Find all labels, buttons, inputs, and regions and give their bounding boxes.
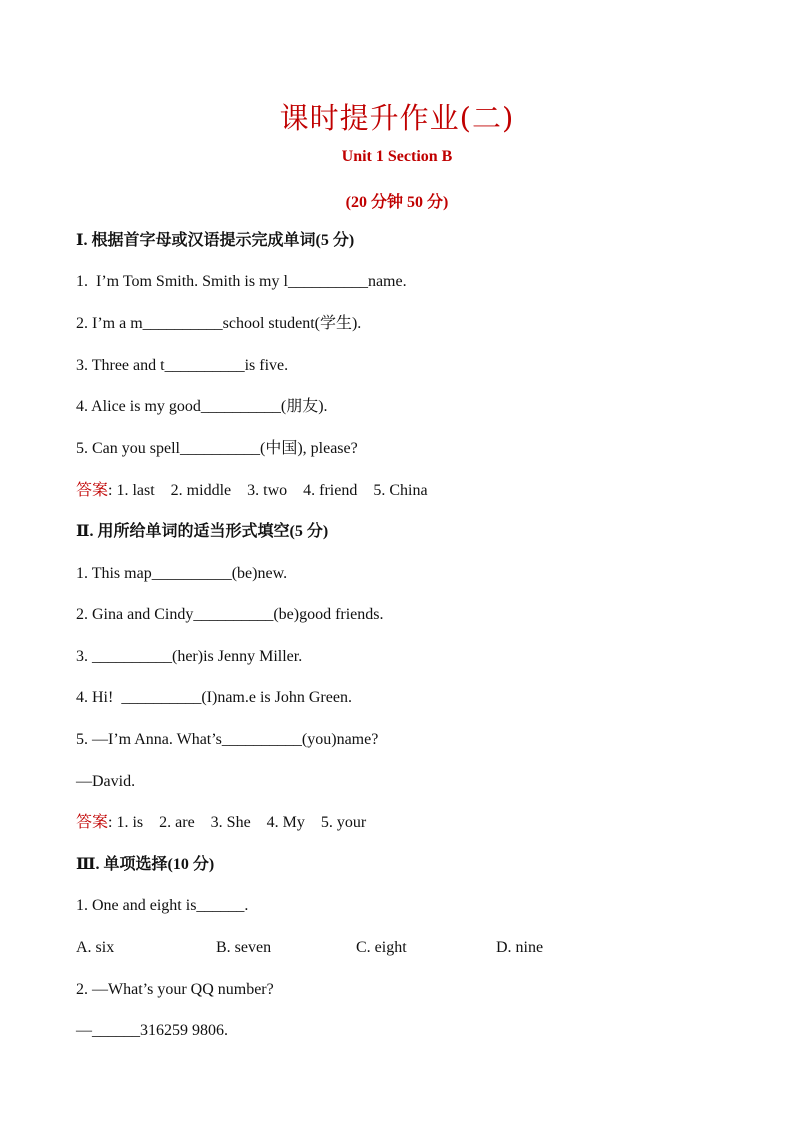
section3-question-1: 1. One and eight is______. xyxy=(76,897,249,914)
answer-label: 答案 xyxy=(76,482,109,499)
answer-text: : 1. last 2. middle 3. two 4. friend 5. China xyxy=(108,482,428,499)
option-c: C. eight xyxy=(356,939,407,956)
option-d: D. nine xyxy=(496,939,544,956)
section2-item-5-reply: —David. xyxy=(76,773,136,790)
option-a: A. six xyxy=(76,939,115,956)
unit-section-subtitle: Unit 1 Section B xyxy=(341,148,453,165)
section1-item-3: 3. Three and t__________is five. xyxy=(76,357,289,374)
section1-item-1: 1. I’m Tom Smith. Smith is my l__________name. xyxy=(76,273,407,290)
time-score-subtitle: (20 分钟 50 分) xyxy=(345,194,449,211)
section2-heading: Ⅱ. 用所给单词的适当形式填空(5 分) xyxy=(76,523,329,540)
section2-item-4: 4. Hi! __________(I)nam.e is John Green. xyxy=(76,689,352,706)
section2-item-3: 3. __________(her)is Jenny Miller. xyxy=(76,648,303,665)
section3-question-2-reply: —______316259 9806. xyxy=(76,1022,228,1039)
section2-answer xyxy=(76,813,366,833)
section3-heading: Ⅲ. 单项选择(10 分) xyxy=(76,856,215,873)
section1-answer xyxy=(76,481,428,501)
section1-item-4: 4. Alice is my good__________(朋友). xyxy=(76,398,328,415)
option-b: B. seven xyxy=(216,939,272,956)
section1-item-5: 5. Can you spell__________(中国), please? xyxy=(76,440,358,457)
section2-item-1: 1. This map__________(be)new. xyxy=(76,565,288,582)
section2-item-5: 5. —I’m Anna. What’s__________(you)name? xyxy=(76,731,379,748)
answer-label: 答案 xyxy=(76,814,109,831)
section2-item-2: 2. Gina and Cindy__________(be)good friends. xyxy=(76,606,384,623)
page-title: 课时提升作业(二) xyxy=(279,101,515,135)
answer-text: : 1. is 2. are 3. She 4. My 5. your xyxy=(108,814,367,831)
section1-item-2: 2. I’m a m__________school student(学生). xyxy=(76,315,362,332)
section1-heading: Ⅰ. 根据首字母或汉语提示完成单词(5 分) xyxy=(76,232,355,249)
section3-question-2: 2. —What’s your QQ number? xyxy=(76,981,274,998)
